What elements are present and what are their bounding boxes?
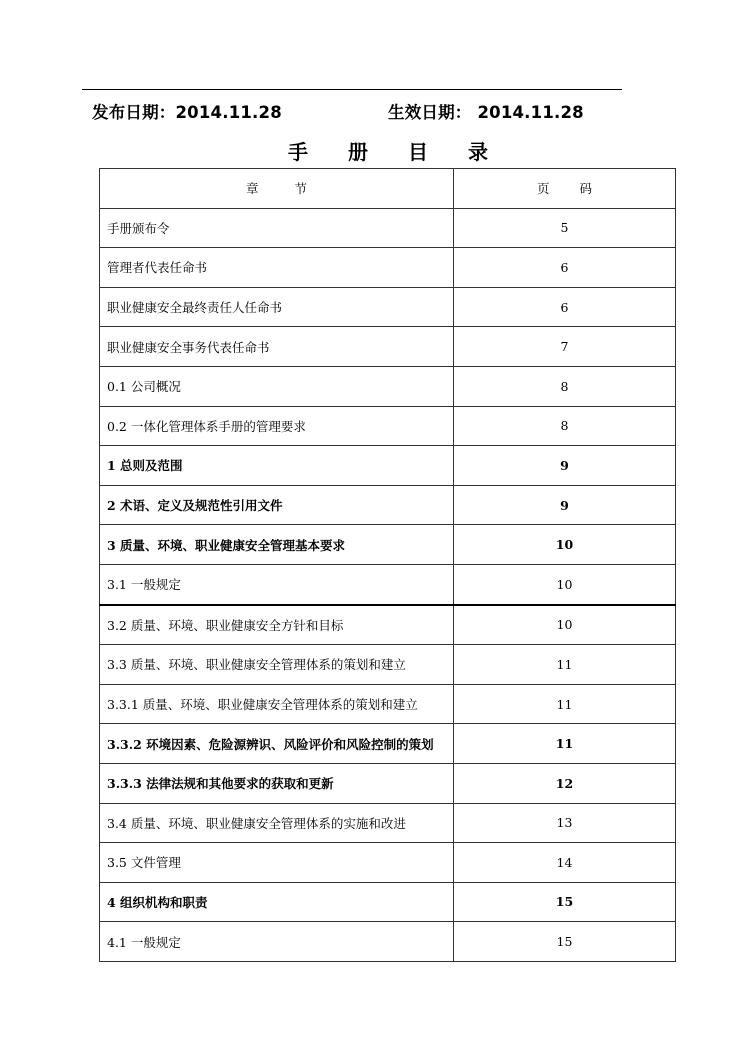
chapter-header-char: 节 <box>294 181 308 197</box>
header-rule <box>82 89 622 90</box>
toc-chapter-cell: 3.3.3 法律法规和其他要求的获取和更新 <box>100 763 454 803</box>
toc-chapter-cell: 3.1 一般规定 <box>100 564 454 604</box>
table-row <box>100 406 676 446</box>
chapter-column-header <box>100 169 454 209</box>
toc-page-cell: 15 <box>454 882 676 922</box>
page-header-char: 页 <box>536 181 550 197</box>
toc-chapter-cell: 1 总则及范围 <box>100 446 454 486</box>
chapter-header-char: 章 <box>245 181 259 197</box>
effective-date-value: 2014.11.28 <box>477 103 584 122</box>
table-row <box>100 684 676 724</box>
toc-chapter-cell: 职业健康安全最终责任人任命书 <box>100 287 454 327</box>
toc-chapter-cell: 3.2 质量、环境、职业健康安全方针和目标 <box>100 605 454 645</box>
table-row <box>100 645 676 685</box>
table-row <box>100 485 676 525</box>
toc-chapter-cell: 职业健康安全事务代表任命书 <box>100 327 454 367</box>
effective-date-label: 生效日期： <box>388 103 472 122</box>
table-row <box>100 366 676 406</box>
toc-chapter-cell: 0.1 公司概况 <box>100 366 454 406</box>
toc-chapter-cell: 3.3.1 质量、环境、职业健康安全管理体系的策划和建立 <box>100 684 454 724</box>
toc-page-cell: 11 <box>454 645 676 685</box>
table-row <box>100 763 676 803</box>
toc-page-cell: 15 <box>454 922 676 962</box>
toc-chapter-cell: 3.4 质量、环境、职业健康安全管理体系的实施和改进 <box>100 803 454 843</box>
toc-page-cell: 13 <box>454 803 676 843</box>
table-row <box>100 525 676 565</box>
table-row <box>100 287 676 327</box>
toc-page-cell: 14 <box>454 843 676 883</box>
toc-chapter-cell: 4.1 一般规定 <box>100 922 454 962</box>
toc-page-cell: 9 <box>454 485 676 525</box>
toc-page-cell: 8 <box>454 366 676 406</box>
toc-page-cell: 7 <box>454 327 676 367</box>
title-char: 录 <box>468 140 488 164</box>
toc-chapter-cell: 手册颁布令 <box>100 208 454 248</box>
toc-page-cell: 12 <box>454 763 676 803</box>
table-row <box>100 446 676 486</box>
table-row <box>100 327 676 367</box>
toc-chapter-cell: 3 质量、环境、职业健康安全管理基本要求 <box>100 525 454 565</box>
toc-page-cell: 11 <box>454 684 676 724</box>
page-header-char: 码 <box>579 181 593 197</box>
toc-chapter-cell: 管理者代表任命书 <box>100 248 454 288</box>
publish-date-line <box>92 99 282 123</box>
toc-chapter-cell: 3.3 质量、环境、职业健康安全管理体系的策划和建立 <box>100 645 454 685</box>
table-row <box>100 922 676 962</box>
table-row <box>100 803 676 843</box>
toc-chapter-cell: 0.2 一体化管理体系手册的管理要求 <box>100 406 454 446</box>
toc-page-cell: 6 <box>454 248 676 288</box>
toc-chapter-cell: 2 术语、定义及规范性引用文件 <box>100 485 454 525</box>
toc-page-cell: 10 <box>454 564 676 604</box>
table-row <box>100 564 676 604</box>
table-row <box>100 605 676 645</box>
toc-page-cell: 10 <box>454 605 676 645</box>
toc-page-cell: 8 <box>454 406 676 446</box>
page-title <box>288 136 488 165</box>
toc-body <box>100 208 676 961</box>
toc-page-cell: 6 <box>454 287 676 327</box>
title-char: 手 <box>288 140 308 164</box>
toc-page-cell: 5 <box>454 208 676 248</box>
toc-header-row <box>100 169 676 209</box>
toc-page-cell: 9 <box>454 446 676 486</box>
toc-page-cell: 10 <box>454 525 676 565</box>
toc-chapter-cell: 3.5 文件管理 <box>100 843 454 883</box>
table-row <box>100 724 676 764</box>
title-char: 目 <box>408 140 428 164</box>
effective-date-line <box>388 99 584 123</box>
publish-date-label: 发布日期： <box>92 103 176 122</box>
toc-chapter-cell: 4 组织机构和职责 <box>100 882 454 922</box>
table-row <box>100 208 676 248</box>
table-row <box>100 248 676 288</box>
toc-table <box>99 168 676 962</box>
toc-chapter-cell: 3.3.2 环境因素、危险源辨识、风险评价和风险控制的策划 <box>100 724 454 764</box>
page-column-header <box>454 169 676 209</box>
toc-page-cell: 11 <box>454 724 676 764</box>
table-row <box>100 843 676 883</box>
title-char: 册 <box>348 140 368 164</box>
table-row <box>100 882 676 922</box>
publish-date-value: 2014.11.28 <box>175 103 282 122</box>
